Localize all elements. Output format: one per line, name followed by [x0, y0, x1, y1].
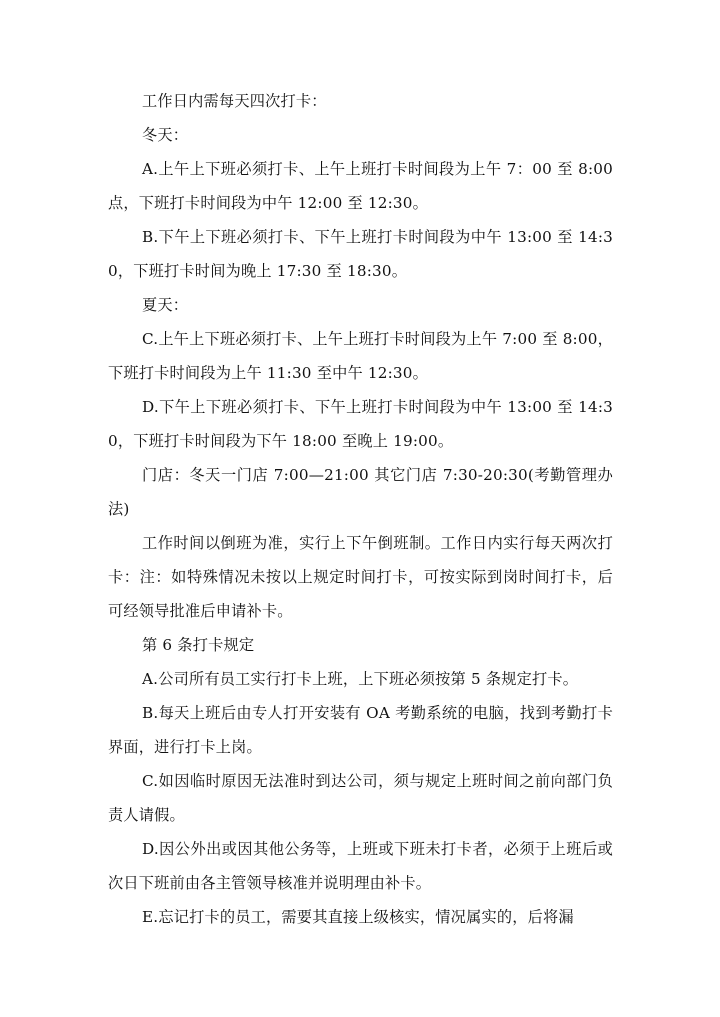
paragraph-summer-heading: 夏天： [142, 296, 189, 314]
paragraph-rule-d: D.因公外出或因其他公务等，上班或下班未打卡者，必须于上班后或次日下班前由各主管领导核准并说明理由补卡。 [108, 840, 613, 892]
paragraph-rule-a: A.公司所有员工实行打卡上班，上下班必须按第 5 条规定打卡。 [142, 670, 579, 688]
paragraph-winter-morning: A.上午上下班必须打卡、上午上班打卡时间段为上午 7：00 至 8:00 点，下班打卡时间段为中午 12:00 至 12:30。 [108, 160, 613, 212]
paragraph-rule-b: B.每天上班后由专人打开安装有 OA 考勤系统的电脑，找到考勤打卡界面，进行打卡上岗。 [108, 704, 613, 756]
paragraph-shift-work: 工作时间以倒班为准，实行上下午倒班制。工作日内实行每天两次打卡：注：如特殊情况未按以上规定时间打卡，可按实际到岗时间打卡，后可经领导批准后申请补卡。 [108, 534, 613, 620]
document-body [108, 84, 613, 934]
paragraph-store-hours: 门店：冬天一门店 7:00—21:00 其它门店 7:30-20:30(考勤管理办法) [108, 466, 613, 518]
paragraph-daily-checkin-rule: 工作日内需每天四次打卡： [142, 92, 327, 110]
paragraph-rule-c: C.如因临时原因无法准时到达公司，须与规定上班时间之前向部门负责人请假。 [108, 772, 613, 824]
paragraph-summer-afternoon: D.下午上下班必须打卡、下午上班打卡时间段为中午 13:00 至 14:30，下班打卡时间段为下午 18:00 至晚上 19:00。 [108, 398, 613, 450]
section-heading-article-6: 第 6 条打卡规定 [142, 636, 255, 654]
paragraph-winter-afternoon: B.下午上下班必须打卡、下午上班打卡时间段为中午 13:00 至 14:30，下班打卡时间为晚上 17:30 至 18:30。 [108, 228, 613, 280]
paragraph-summer-morning: C.上午上下班必须打卡、上午上班打卡时间段为上午 7:00 至 8:00，下班打卡时间段为上午 11:30 至中午 12:30。 [108, 330, 613, 382]
paragraph-winter-heading: 冬天： [142, 126, 189, 144]
paragraph-rule-e: E.忘记打卡的员工，需要其直接上级核实，情况属实的，后将漏 [142, 908, 574, 926]
